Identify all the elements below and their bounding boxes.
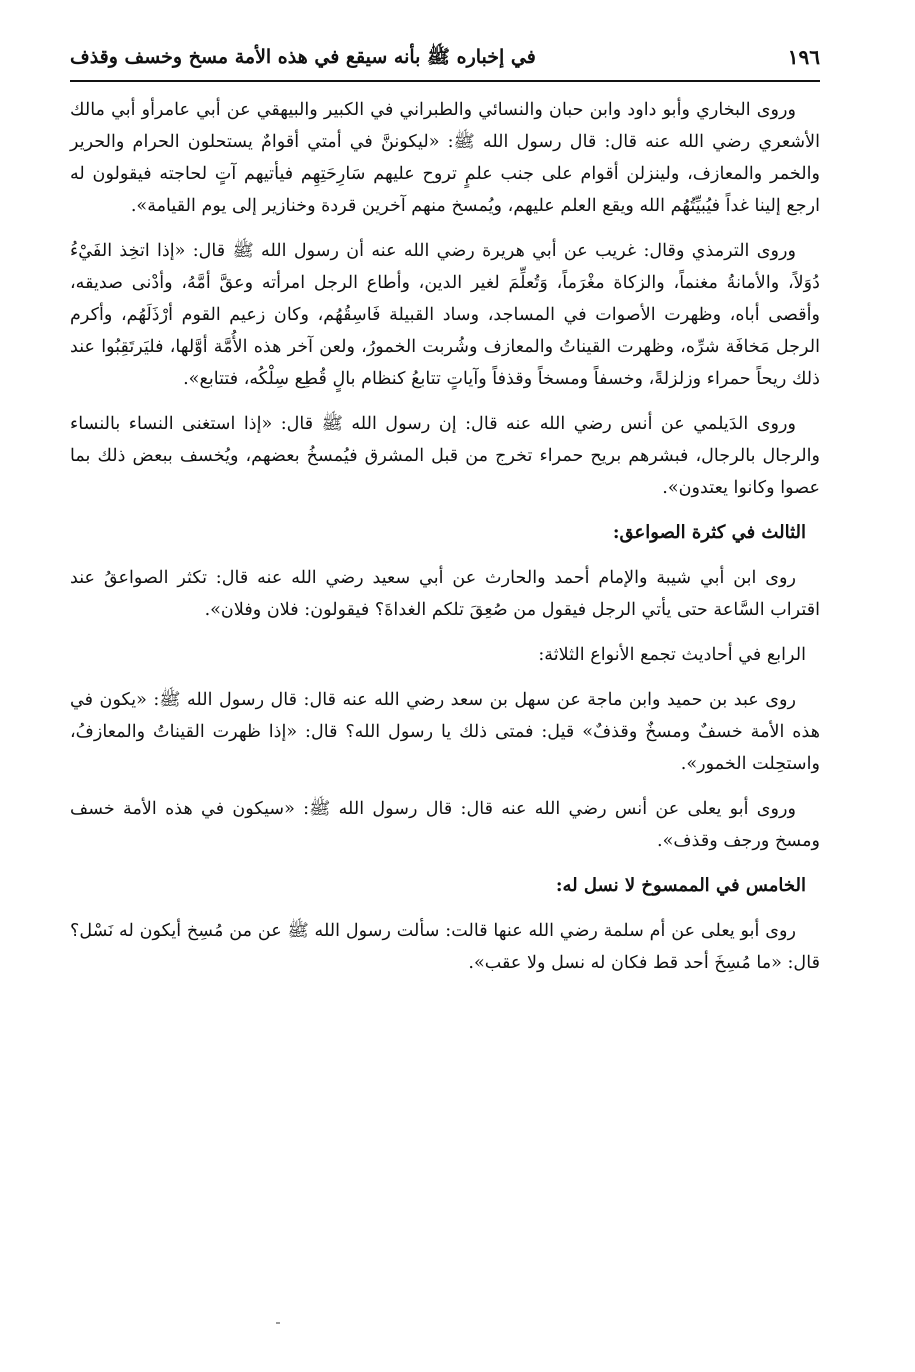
paragraph-bukhari-narration: وروى البخاري وأبو داود وابن حبان والنسائي والطبراني في الكبير والبيهقي عن أبي عامرأو أبي مالك الأشعري رضي الله عنه قال: قال رسول الله ﷺ: «ليكوننَّ في أمتي أقوامٌ يستحلون الحرام والحرير والخمر والمعازف، ولينزلن أقوام على جنب علمٍ تروح عليهم سَارِحَتِهِم فيأتيهم آتٍ لحاجته فيقولون له ارجع إلينا غداً فيُبيِّتُهُم الله ويقع العلم عليهم، ويُمسخ منهم آخرين قردة وخنازير إلى يوم القيامة». xyxy=(70,100,820,216)
page-number: ١٩٦ xyxy=(787,45,820,69)
book-page xyxy=(70,40,820,1332)
paragraph-daylami-narration: وروى الدَيلمي عن أنس رضي الله عنه قال: إن رسول الله ﷺ قال: «إذا استغنى النساء بالنساء والرجال بالرجال، فبشرهم بريح حمراء تخرج من قبل المشرق فيُمسخُ بعضهم، ويُخسف ببعض ذلك بما عصوا وكانوا يعتدون». xyxy=(70,414,820,498)
running-header xyxy=(70,40,820,82)
paragraph-umm-salama-narration: روى أبو يعلى عن أم سلمة رضي الله عنها قالت: سألت رسول الله ﷺ عن من مُسِخ أيكون له نَسْل؟ قال: «ما مُسِخَ أحد قط فكان له نسل ولا عقب». xyxy=(70,921,820,973)
section-heading-third: الثالث في كثرة الصواعق: xyxy=(612,522,806,543)
page-body xyxy=(70,94,820,979)
paragraph-tirmidhi-narration: وروى الترمذي وقال: غريب عن أبي هريرة رضي الله عنه أن رسول الله ﷺ قال: «إذا اتخِذ الفَيْءُ دُوَلاً، والأمانةُ مغنماً، والزكاة مغْرَماً، وَتُعلِّمَ لغير الدين، وأطاع الرجل امرأته وعقَّ أمَّهُ، وأدْنى صديقه، وأقصى أباه، وظهرت الأصوات في المساجد، وساد القبيلة فَاسِقُهُم، وكان زعيم القوم أرْذَلَهُم، وأكرم الرجل مَخافَة شرِّه، وظهرت القيناتُ والمعازف وشُربت الخمورُ، ولعن آخر هذه الأُمَّة أوَّلها، فليَرتَقِبُوا عند ذلك ريحاً حمراء وزلزلةً، وخسفاً ومسخاً وقذفاً وآياتٍ تتابعُ كنظام بالٍ قُطِع سِلْكُه، فتتابع». xyxy=(70,241,820,389)
paragraph-abu-yala-narration: وروى أبو يعلى عن أنس رضي الله عنه قال: قال رسول الله ﷺ: «سيكون في هذه الأمة خسف ومسخ ورجف وقذف». xyxy=(70,799,820,851)
paragraph-thunderbolts: روى ابن أبي شيبة والإمام أحمد والحارث عن أبي سعيد رضي الله عنه قال: تكثر الصواعقُ عند اقتراب السَّاعة حتى يأتي الرجل فيقول من صُعِقَ تلكم الغداةَ؟ فيقولون: فلان وفلان». xyxy=(70,568,820,620)
paragraph-ibn-majah-narration: روى عبد بن حميد وابن ماجة عن سهل بن سعد رضي الله عنه قال: قال رسول الله ﷺ: «يكون في هذه الأمة خسفٌ ومسخٌ وقذفٌ» قيل: فمتى ذلك يا رسول الله؟ قال: «إذا ظهرت القيناتُ والمعازفُ، واستحِلت الخمور». xyxy=(70,690,820,774)
page-speck xyxy=(276,1322,280,1324)
running-title: في إخباره ﷺ بأنه سيقع في هذه الأمة مسخ وخسف وقذف xyxy=(70,46,536,68)
section-heading-fourth: الرابع في أحاديث تجمع الأنواع الثلاثة: xyxy=(538,645,806,665)
section-heading-fifth: الخامس في الممسوخ لا نسل له: xyxy=(555,875,806,896)
